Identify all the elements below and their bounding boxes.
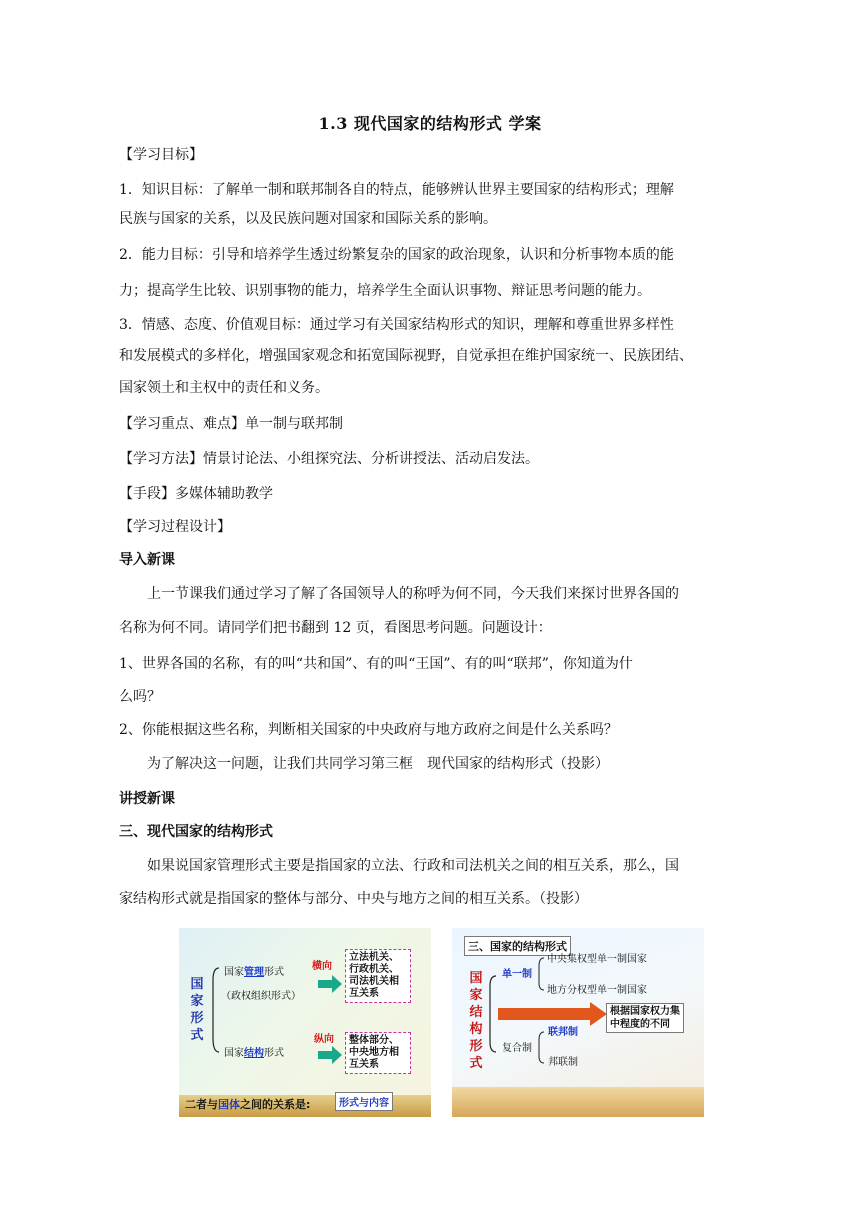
slide1-vertical-title: 国家形式 [190,977,204,1043]
section-heading-teaching: 讲授新课 [119,791,175,807]
slide2-vertical-title: 国家结构形式 [469,971,483,1071]
paragraph-line: 力；提高学生比较、识别事物的能力，培养学生全面认识事物、辩证思考问题的能力。 [119,283,651,299]
paragraph-line: 【学习过程设计】 [119,519,231,535]
paragraph-line: 【学习方法】情景讨论法、小组探究法、分析讲授法、活动启发法。 [119,451,539,467]
paragraph-line: 3．情感、态度、价值观目标：通过学习有关国家结构形式的知识，理解和尊重世界多样性 [119,317,674,333]
paragraph-line: 2．能力目标：引导和培养学生透过纷繁复杂的国家的政治现象，认识和分析事物本质的能 [119,247,674,263]
document-title: 1.3 现代国家的结构形式 学案 [318,114,542,133]
paragraph-line: 家结构形式就是指国家的整体与部分、中央与地方之间的相互关系。（投影） [119,891,588,907]
slide2-federal: 联邦制 [548,1027,578,1038]
slide2-criterion-box: 根据国家权力集 中程度的不同 [606,1003,684,1033]
paragraph-line: 【手段】多媒体辅助教学 [119,486,273,502]
paragraph-line: 上一节课我们通过学习了解了各国领导人的称呼为何不同，今天我们来探讨世界各国的 [147,586,679,602]
slide2-header: 三、国家的结构形式 [464,936,571,956]
paragraph-line: 民族与国家的关系，以及民族问题对国家和国际关系的影响。 [119,211,497,227]
section-heading-intro: 导入新课 [119,552,175,568]
paragraph-line: 1、世界各国的名称，有的叫“共和国”、有的叫“王国”、有的叫“联邦”，你知道为什 [119,656,633,672]
paragraph-line: 和发展模式的多样化，增强国家观念和拓宽国际视野，自觉承担在维护国家统一、民族团结、 [119,348,693,364]
slide1-management-note: （政权组织形式） [221,991,301,1002]
paragraph-line: 如果说国家管理形式主要是指国家的立法、行政和司法机关之间的相互关系，那么，国 [147,858,679,874]
slide1-horizontal-label: 横向 [312,961,332,972]
slide1-box-horizontal: 立法机关、 行政机关、 司法机关相 互关系 [345,949,411,1003]
paragraph-line: 【学习重点、难点】单一制与联邦制 [119,416,343,432]
paragraph-line: 名称为何不同。请同学们把书翻到 12 页，看图思考问题。问题设计： [119,620,552,636]
slide2-unitary: 单一制 [502,969,532,980]
slide1-relation-text: 二者与国体之间的关系是: [185,1098,311,1111]
slide1-structure-form: 国家结构形式 [224,1048,284,1059]
slide-state-structure [452,928,704,1117]
slide2-ground [452,1087,704,1117]
paragraph-line: 1．知识目标：了解单一制和联邦制各自的特点，能够辨认世界主要国家的结构形式；理解 [119,182,674,198]
slide1-box-vertical: 整体部分、 中央地方相 互关系 [345,1032,411,1074]
section-heading-goals: 【学习目标】 [119,147,203,163]
paragraph-line: 2、你能根据这些名称，判断相关国家的中央政府与地方政府之间是什么关系吗？ [119,722,618,738]
slide1-vertical-label: 纵向 [314,1034,334,1045]
slide2-unitary-centralized: 中央集权型单一制国家 [547,954,647,965]
paragraph-line: 为了解决这一问题，让我们共同学习第三框 现代国家的结构形式（投影） [147,756,609,772]
slide-state-forms [179,928,431,1117]
slide1-management-form: 国家管理形式 [224,967,284,978]
paragraph-line: 么吗？ [119,689,161,705]
section-heading-structure: 三、现代国家的结构形式 [119,824,273,840]
paragraph-line: 国家领土和主权中的责任和义务。 [119,380,329,396]
slide2-unitary-decentralized: 地方分权型单一制国家 [547,985,647,996]
slide2-confederal: 邦联制 [548,1057,578,1068]
slide1-relation-answer: 形式与内容 [335,1092,393,1111]
slide2-compound: 复合制 [502,1043,532,1054]
